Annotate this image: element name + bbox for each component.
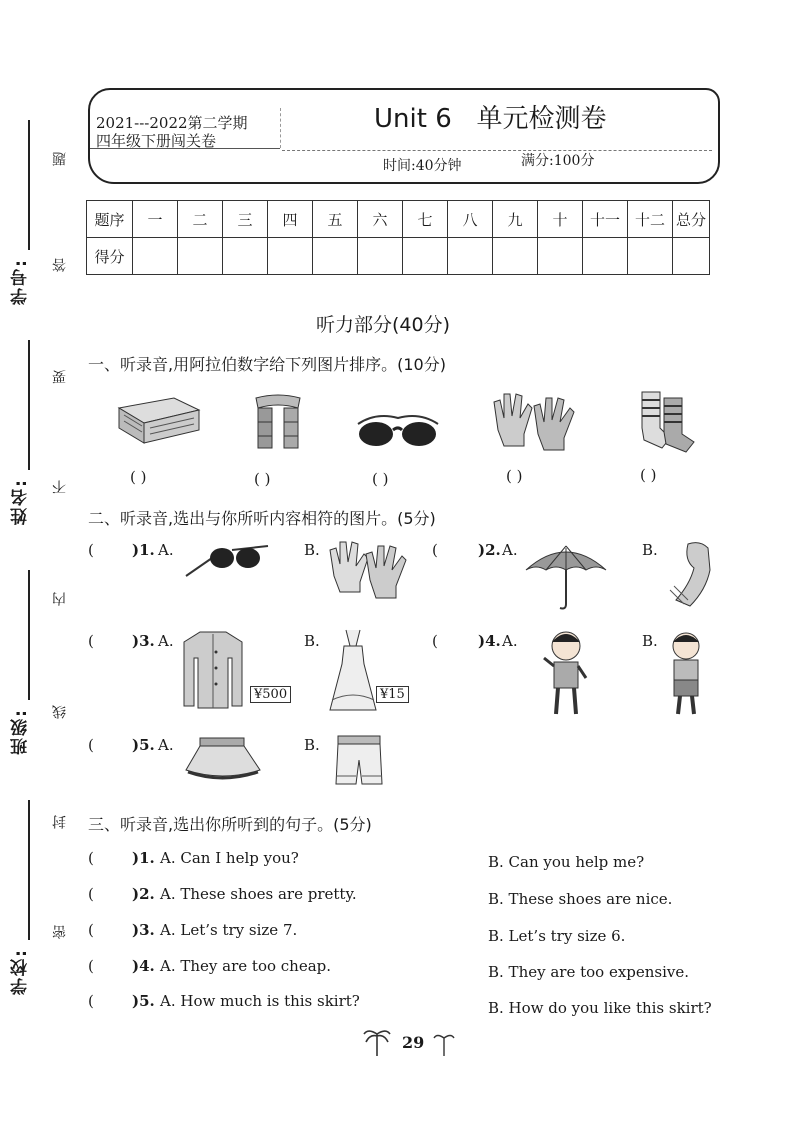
name-line[interactable]	[28, 340, 30, 470]
answer-open-paren[interactable]: (	[432, 632, 438, 650]
seal-char: 答	[52, 258, 68, 272]
score-input[interactable]	[628, 238, 673, 275]
sunglasses-icon[interactable]	[182, 542, 272, 582]
table-cell: 十一	[583, 201, 628, 238]
answer-blank[interactable]: ( )	[372, 470, 389, 488]
option-b-label: B.	[642, 541, 658, 559]
divider	[282, 150, 712, 151]
score-input[interactable]	[673, 238, 710, 275]
seal-char: 要	[52, 370, 68, 384]
answer-blank[interactable]: ( )	[640, 466, 657, 484]
score-input[interactable]	[178, 238, 223, 275]
option-a-text[interactable]: A. Let’s try size 7.	[160, 921, 298, 939]
page-number: 29	[402, 1033, 425, 1052]
scarf-icon[interactable]	[660, 540, 720, 612]
option-a-label: A.	[158, 541, 174, 559]
option-a-text[interactable]: A. They are too cheap.	[160, 957, 332, 975]
question-number: )5.	[132, 736, 155, 754]
listening-title: 听力部分(40分)	[316, 314, 451, 336]
score-input[interactable]	[223, 238, 268, 275]
question-number: )4.	[478, 632, 501, 650]
table-row	[87, 238, 710, 275]
question-number: )3.	[132, 921, 155, 939]
answer-open-paren[interactable]: (	[88, 992, 94, 1010]
seal-char: 内	[52, 592, 68, 606]
section1-title: 一、听录音,用阿拉伯数字给下列图片排序。(10分)	[88, 355, 446, 374]
seal-char: 线	[52, 705, 68, 719]
option-a-text[interactable]: A. These shoes are pretty.	[160, 885, 357, 903]
option-b-text[interactable]: B. How do you like this skirt?	[488, 999, 712, 1017]
option-b-text[interactable]: B. Let’s try size 6.	[488, 927, 626, 945]
question-number: )1.	[132, 541, 155, 559]
dress-icon[interactable]	[328, 628, 378, 714]
school-line[interactable]	[28, 800, 30, 940]
class-label: 班级:	[11, 708, 31, 755]
score-input[interactable]	[403, 238, 448, 275]
option-a-label: A.	[158, 736, 174, 754]
option-a-text[interactable]: A. How much is this skirt?	[160, 992, 360, 1010]
boy-hot-icon[interactable]	[664, 630, 708, 720]
umbrella-icon[interactable]	[524, 540, 608, 612]
table-cell: 十	[538, 201, 583, 238]
option-b-text[interactable]: B. These shoes are nice.	[488, 890, 673, 908]
id-line[interactable]	[28, 120, 30, 250]
option-b-label: B.	[304, 632, 320, 650]
seal-char: 题	[52, 152, 68, 166]
time-text: 时间:40分钟	[383, 158, 462, 174]
palm-ornament-icon	[432, 1030, 456, 1058]
table-cell: 一	[133, 201, 178, 238]
score-input[interactable]	[358, 238, 403, 275]
term-text: 2021---2022第二学期	[96, 114, 248, 132]
section2-title: 二、听录音,选出与你所听内容相符的图片。(5分)	[88, 509, 436, 528]
price-tag: ¥500	[250, 686, 291, 703]
question-number: )2.	[478, 541, 501, 559]
option-b-label: B.	[304, 541, 320, 559]
folded-scarves-icon	[114, 388, 204, 448]
score-input[interactable]	[448, 238, 493, 275]
grade-text: 四年级下册闯关卷	[96, 132, 217, 150]
option-b-text[interactable]: B. They are too expensive.	[488, 963, 690, 981]
answer-open-paren[interactable]: (	[432, 541, 438, 559]
class-line[interactable]	[28, 570, 30, 700]
question-number: )3.	[132, 632, 155, 650]
score-input[interactable]	[313, 238, 358, 275]
id-label: 学号:	[11, 258, 31, 305]
school-label: 学校:	[11, 948, 31, 995]
option-a-label: A.	[158, 632, 174, 650]
scarf-icon	[248, 392, 308, 454]
option-b-text[interactable]: B. Can you help me?	[488, 853, 645, 871]
option-a-text[interactable]: A. Can I help you?	[160, 849, 299, 867]
option-b-label: B.	[304, 736, 320, 754]
answer-open-paren[interactable]: (	[88, 921, 94, 939]
table-cell: 五	[313, 201, 358, 238]
socks-icon	[632, 388, 702, 454]
table-cell: 题序	[87, 201, 133, 238]
table-cell: 三	[223, 201, 268, 238]
table-cell: 七	[403, 201, 448, 238]
answer-blank[interactable]: ( )	[130, 468, 147, 486]
score-table	[86, 200, 710, 275]
name-label: 姓名:	[11, 478, 31, 525]
table-cell: 总分	[673, 201, 710, 238]
table-cell: 四	[268, 201, 313, 238]
gloves-icon[interactable]	[328, 540, 408, 602]
option-a-label: A.	[502, 541, 518, 559]
answer-open-paren[interactable]: (	[88, 541, 94, 559]
question-number: )2.	[132, 885, 155, 903]
option-a-label: A.	[502, 632, 518, 650]
gloves-icon	[490, 390, 580, 456]
seal-char: 封	[52, 815, 68, 829]
table-cell: 六	[358, 201, 403, 238]
sunglasses-icon	[356, 402, 440, 452]
seal-char: 密	[52, 925, 68, 939]
score-input[interactable]	[493, 238, 538, 275]
answer-blank[interactable]: ( )	[254, 470, 271, 488]
score-input[interactable]	[133, 238, 178, 275]
score-input[interactable]	[538, 238, 583, 275]
answer-blank[interactable]: ( )	[506, 467, 523, 485]
shorts-icon[interactable]	[334, 734, 384, 790]
palm-ornament-icon	[362, 1024, 392, 1058]
section3-title: 三、听录音,选出你所听到的句子。(5分)	[88, 815, 372, 834]
table-cell: 八	[448, 201, 493, 238]
table-cell: 得分	[87, 238, 133, 275]
skirt-icon[interactable]	[182, 734, 264, 782]
answer-open-paren[interactable]: (	[88, 849, 94, 867]
boy-cold-icon[interactable]	[540, 628, 590, 720]
answer-open-paren[interactable]: (	[88, 885, 94, 903]
answer-open-paren[interactable]: (	[88, 736, 94, 754]
question-number: )4.	[132, 957, 155, 975]
table-cell: 九	[493, 201, 538, 238]
answer-open-paren[interactable]: (	[88, 957, 94, 975]
page-title: Unit 6 单元检测卷	[374, 104, 607, 134]
answer-open-paren[interactable]: (	[88, 632, 94, 650]
table-cell: 十二	[628, 201, 673, 238]
score-input[interactable]	[268, 238, 313, 275]
price-tag: ¥15	[376, 686, 409, 703]
shirt-icon[interactable]	[180, 628, 246, 710]
score-input[interactable]	[583, 238, 628, 275]
question-number: )1.	[132, 849, 155, 867]
question-number: )5.	[132, 992, 155, 1010]
table-cell: 二	[178, 201, 223, 238]
seal-char: 不	[52, 480, 68, 494]
divider	[280, 108, 281, 148]
table-row	[87, 201, 710, 238]
full-score-text: 满分:100分	[521, 153, 595, 169]
option-b-label: B.	[642, 632, 658, 650]
